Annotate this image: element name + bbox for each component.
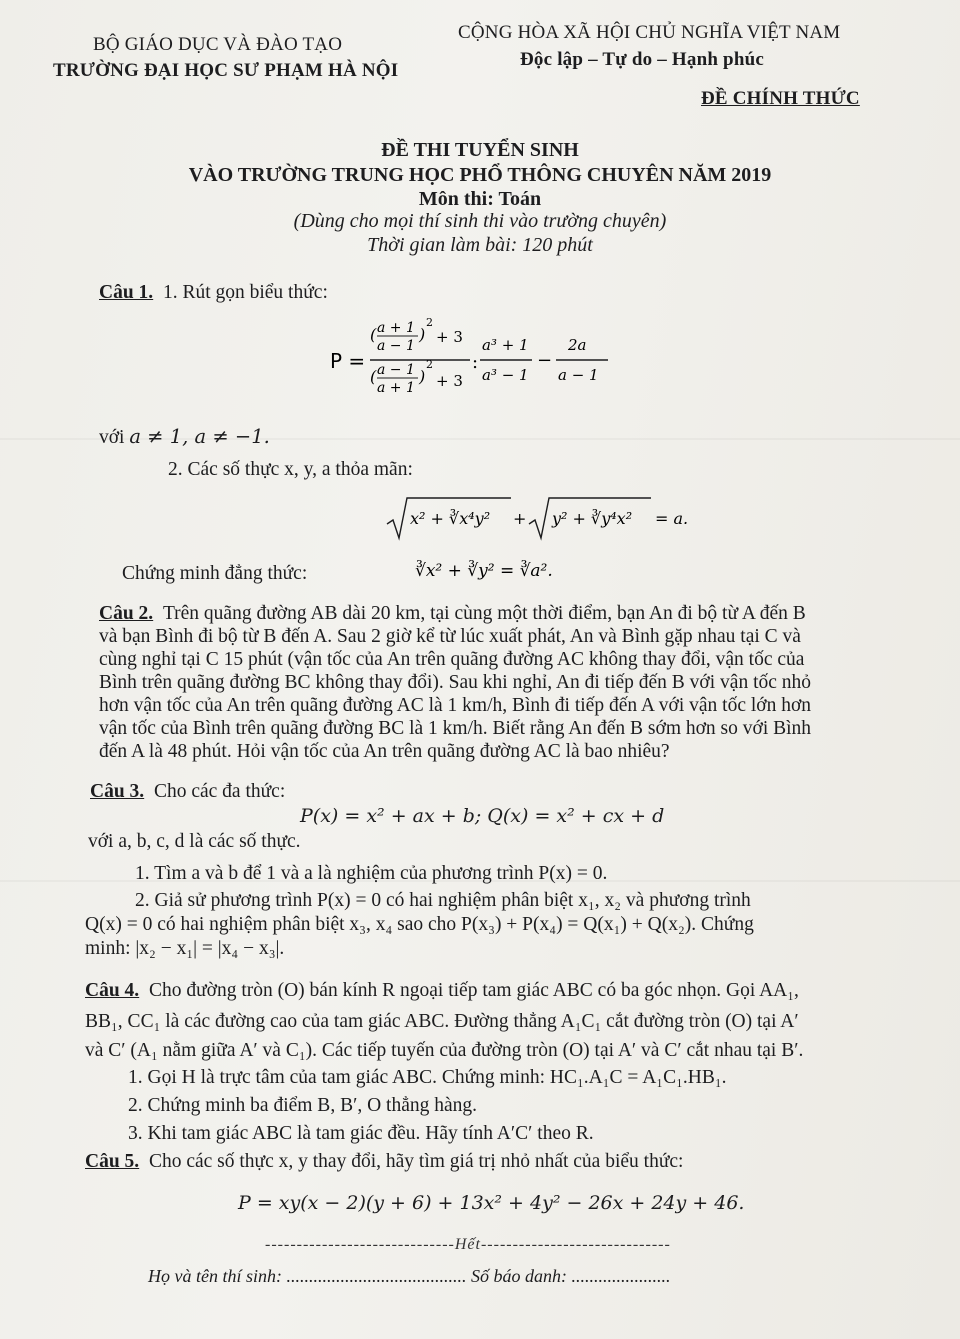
svg-text::: : [472, 352, 479, 373]
question-2-line-2: và bạn Bình đi bộ từ B đến A. Sau 2 giờ kể từ lúc xuất phát, An và Bình gặp nhau tại C và [99, 626, 801, 647]
formula-root-svg [385, 494, 705, 544]
exam-note: (Dùng cho mọi thí sinh thi vào trường chuyên) [293, 210, 667, 232]
svg-text:y² + ∛y⁴x²: y² + ∛y⁴x² [552, 509, 633, 528]
exam-title: ĐỀ THI TUYỂN SINH [381, 139, 579, 161]
question-1-header [99, 281, 328, 304]
question-3-part-2-line-1: 2. Giả sử phương trình P(x) = 0 có hai nghiệm phân biệt x₁, x₂ và phương trình [135, 890, 751, 911]
candidate-name-dots: ........................................ [286, 1266, 467, 1286]
condition-prefix: với [99, 427, 125, 448]
question-4-line-2: BB₁, CC₁ là các đường cao của tam giác ABC. Đường thẳng A₁C₁ cắt đường tròn (O) tại A′ [85, 1011, 799, 1032]
question-5-label: Câu 5. [85, 1151, 140, 1172]
formula-root-equation [385, 494, 705, 549]
question-3-intro: Cho các đa thức: [153, 781, 286, 802]
svg-text:x² + ∛x⁴y²: x² + ∛x⁴y² [410, 509, 491, 528]
question-3-part-2-line-2: Q(x) = 0 có hai nghiệm phân biệt x₃, x₄ sao cho P(x₃) + P(x₄) = Q(x₁) + Q(x₂). Chứng [85, 914, 754, 935]
svg-text:): ) [419, 367, 426, 386]
question-4-label: Câu 4. [85, 980, 140, 1001]
exam-subtitle: VÀO TRƯỜNG TRUNG HỌC PHỔ THÔNG CHUYÊN NĂM 2019 [188, 164, 772, 186]
question-3-label: Câu 3. [90, 781, 145, 802]
svg-text:a − 1: a − 1 [558, 366, 599, 384]
question-1-part-1: 1. Rút gọn biểu thức: [162, 282, 328, 303]
question-1-label: Câu 1. [99, 282, 154, 303]
end-text: Hết [454, 1236, 481, 1253]
question-4-part-2: 2. Chứng minh ba điểm B, B′, O thẳng hàng. [128, 1095, 478, 1116]
end-marker [265, 1236, 671, 1254]
question-3-header [90, 780, 285, 803]
svg-text:a³ + 1: a³ + 1 [482, 336, 529, 354]
question-1-part-2: 2. Các số thực x, y, a thỏa mãn: [168, 459, 413, 480]
svg-text:= a.: = a. [655, 509, 689, 528]
svg-text:(: ( [370, 367, 377, 386]
formula-p-svg [330, 318, 640, 408]
svg-text:P =: P = [330, 349, 366, 373]
svg-text:2a: 2a [568, 336, 587, 354]
question-5-expression: P = xy(x − 2)(y + 6) + 13x² + 4y² − 26x + 24y + 46. [238, 1192, 745, 1214]
ministry-name: BỘ GIÁO DỤC VÀ ĐÀO TẠO [93, 34, 343, 55]
formula-p-simplify [330, 318, 640, 413]
q2-text-1: Trên quãng đường AB dài 20 km, tại cùng một thời điểm, bạn An đi bộ từ A đến B [162, 603, 806, 624]
question-4-part-1: 1. Gọi H là trực tâm của tam giác ABC. Chứng minh: HC₁.A₁C = A₁C₁.HB₁. [128, 1067, 727, 1088]
question-3-part-1: 1. Tìm a và b để 1 và a là nghiệm của phương trình P(x) = 0. [135, 863, 608, 884]
university-name: TRƯỜNG ĐẠI HỌC SƯ PHẠM HÀ NỘI [53, 60, 399, 81]
svg-text:a − 1: a − 1 [377, 338, 415, 354]
candidate-info [148, 1265, 670, 1288]
q4-text-1: Cho đường tròn (O) bán kính R ngoại tiếp tam giác ABC có ba góc nhọn. Gọi AA₁, [148, 980, 799, 1001]
question-4-line-3: và C′ (A₁ nằm giữa A′ và C₁). Các tiếp tuyến của đường tròn (O) tại A′ và C′ cắt nhau tại B′. [85, 1040, 804, 1061]
question-2-line-4: Bình trên quãng đường BC không thay đổi). Sau khi nghỉ, An đi tiếp đến B với vận tốc nhỏ [99, 672, 812, 693]
svg-text:): ) [419, 325, 426, 344]
end-dash-left: ------------------------------ [265, 1236, 455, 1253]
exam-time: Thời gian làm bài: 120 phút [367, 234, 593, 256]
svg-text:2: 2 [426, 318, 433, 329]
formula-prove [415, 552, 595, 593]
prove-label: Chứng minh đẳng thức: [122, 563, 308, 584]
svg-text:a + 1: a + 1 [377, 320, 415, 336]
svg-text:+ 3: + 3 [436, 372, 463, 390]
end-dash-right: ------------------------------ [480, 1236, 671, 1253]
candidate-id-dots: ...................... [571, 1266, 671, 1286]
svg-text:a³ − 1: a³ − 1 [482, 366, 529, 384]
svg-text:+ 3: + 3 [436, 328, 463, 346]
question-5-header [85, 1150, 683, 1173]
formula-prove-svg [415, 552, 595, 588]
question-2-line-1 [99, 602, 806, 625]
question-3-part-2-line-3: minh: |x₂ − x₁| = |x₄ − x₃|. [85, 938, 285, 959]
svg-text:−: − [537, 350, 553, 371]
question-3-polynomials: P(x) = x² + ax + b; Q(x) = x² + cx + d [300, 805, 665, 827]
svg-text:2: 2 [426, 358, 433, 371]
candidate-name-label: Họ và tên thí sinh: [148, 1266, 282, 1286]
question-2-line-5: hơn vận tốc của An trên quãng đường AC là 1 km/h, Bình đi tiếp đến A với vận tốc lớn hơn [99, 695, 812, 716]
question-4-part-3: 3. Khi tam giác ABC là tam giác đều. Hãy tính A′C′ theo R. [128, 1123, 594, 1144]
question-1-condition [99, 425, 270, 449]
question-5-intro: Cho các số thực x, y thay đổi, hãy tìm giá trị nhỏ nhất của biểu thức: [148, 1151, 684, 1172]
republic-name: CỘNG HÒA XÃ HỘI CHỦ NGHĨA VIỆT NAM [458, 22, 841, 43]
official-label: ĐỀ CHÍNH THỨC [701, 88, 860, 109]
exam-subject: Môn thi: Toán [418, 188, 542, 210]
condition-expression: a ≠ 1, a ≠ −1. [129, 425, 270, 448]
candidate-id-label: Số báo danh: [470, 1266, 567, 1286]
svg-text:a + 1: a + 1 [377, 380, 415, 396]
question-2-line-7: đến A là 48 phút. Hỏi vận tốc của An trên quãng đường AC là bao nhiêu? [99, 741, 670, 762]
question-2-label: Câu 2. [99, 603, 154, 624]
svg-text:(: ( [370, 325, 377, 344]
svg-text:+: + [513, 509, 527, 528]
question-2-line-6: vận tốc của Bình trên quãng đường BC là 1 km/h. Biết rằng An đến B sớm hơn so với Bình [99, 718, 812, 739]
question-2-line-3: cùng nghỉ tại C 15 phút (vận tốc của An trên quãng đường AC không thay đổi, vận tốc của [99, 649, 805, 670]
national-motto: Độc lập – Tự do – Hạnh phúc [520, 49, 764, 70]
question-3-condition: với a, b, c, d là các số thực. [88, 831, 301, 852]
svg-text:∛x² + ∛y² = ∛a².: ∛x² + ∛y² = ∛a². [415, 561, 553, 581]
svg-text:a − 1: a − 1 [377, 362, 415, 378]
question-4-line-1 [85, 979, 799, 1002]
